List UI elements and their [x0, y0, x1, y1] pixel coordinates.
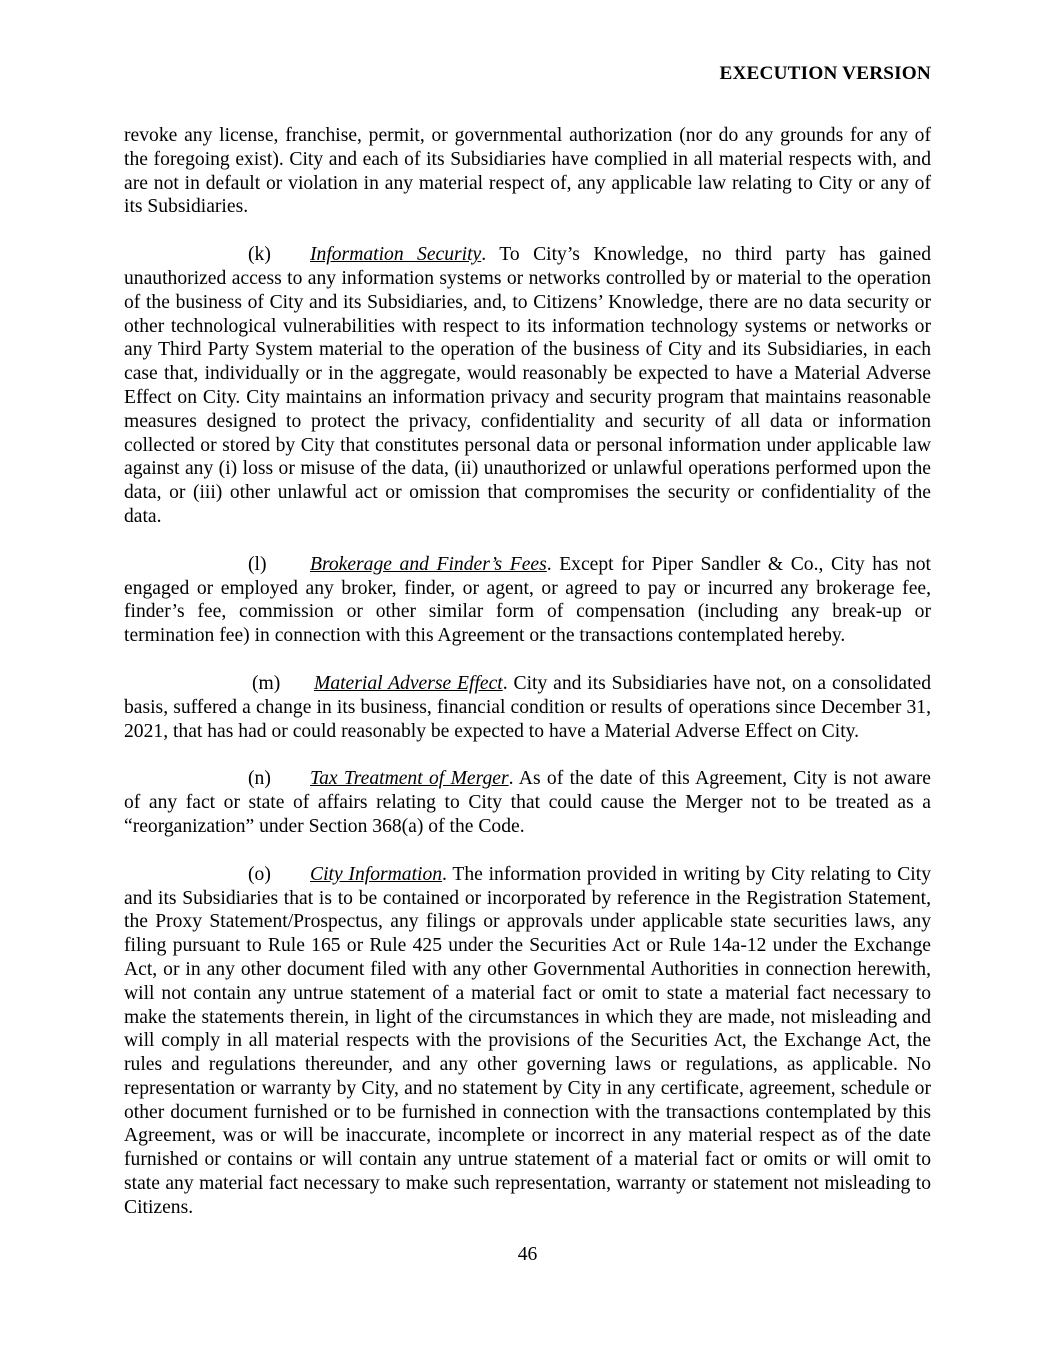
section-o-label: (o) [248, 863, 271, 885]
section-k-paragraph [124, 243, 931, 529]
section-m-paragraph [124, 672, 931, 743]
section-o-title: City Information [310, 863, 443, 885]
section-l-title: Brokerage and Finder’s Fees [310, 553, 547, 575]
document-body [124, 124, 931, 1220]
section-l-text: . Except for Piper Sandler & Co., City has not engaged or employed any broker, finder, or agent, or agreed to pay or incurred any brokerage fee, finder’s fee, commission or other similar form of compensation (including any break-up or termination fee) in connection with this Agreement or the transactions contemplated hereby. [124, 553, 931, 647]
section-m-title: Material Adverse Effect [314, 672, 503, 694]
page-number: 46 [517, 1244, 538, 1265]
execution-version-header: EXECUTION VERSION [719, 63, 931, 84]
section-l-paragraph [124, 553, 931, 648]
section-m-text: . City and its Subsidiaries have not, on a consolidated basis, suffered a change in its business, financial condition or results of operations since December 31, 2021, that has had or could reasonably be expected to have a Material Adverse Effect on City. [124, 672, 932, 742]
section-n-title: Tax Treatment of Merger [310, 768, 509, 790]
section-k-text: . To City’s Knowledge, no third party has gained unauthorized access to any information systems or networks controlled by or material to the operation of the business of City and its Subsidiaries, and, to Citizens’ Knowledge, there are no data security or other technological vulnerabilities with respect to its information technology systems or networks or any Third Party System material to the operation of the business of City and its Subsidiaries, in each case that, individually or in the aggregate, would reasonably be expected to have a Material Adverse Effect on City. City maintains an information privacy and security program that maintains reasonable measures designed to protect the privacy, confidentiality and security of all data or information collected or stored by City that constitutes personal data or personal information under applicable law against any (i) loss or misuse of the data, (ii) unauthorized or unlawful operations performed upon the data, or (iii) other unlawful act or omission that compromises the security or confidentiality of the data. [124, 244, 931, 527]
section-n-label: (n) [248, 768, 271, 790]
section-o-text: . The information provided in writing by City relating to City and its Subsidiaries that is to be contained or incorporated by reference in the Registration Statement, the Proxy Statement/Prospectus, any filings or approvals under applicable state securities laws, any filing pursuant to Rule 165 or Rule 425 under the Securities Act or Rule 14a-12 under the Exchange Act, or in any other document filed with any other Governmental Authorities in connection herewith, will not contain any untrue statement of a material fact or omit to state a material fact necessary to make the statements therein, in light of the circumstances in which they are made, not misleading and will comply in all material respects with the provisions of the Securities Act, the Exchange Act, the rules and regulations thereunder, and any other governing laws or regulations, as applicable. No representation or warranty by City, and no statement by City in any certificate, agreement, schedule or other document furnished or to be furnished in connection with the transactions contemplated by this Agreement, was or will be inaccurate, incomplete or incorrect in any material respect as of the date furnished or contains or will contain any untrue statement of a material fact or omits or will omit to state any material fact necessary to make such representation, warranty or statement not misleading to Citizens. [124, 863, 931, 1218]
section-o-paragraph [124, 863, 931, 1220]
section-k-label: (k) [248, 244, 271, 266]
section-l-label: (l) [248, 553, 267, 575]
section-k-title: Information Security [310, 244, 482, 266]
section-n-paragraph [124, 767, 931, 838]
section-m-label: (m) [252, 672, 281, 694]
intro-paragraph: revoke any license, franchise, permit, or governmental authorization (nor do any grounds for any of the foregoing exist). City and each of its Subsidiaries have complied in all material respects with, and are not in default or violation in any material respect of, any applicable law relating to City or any of its Subsidiaries. [124, 125, 931, 218]
section-n-text: . As of the date of this Agreement, City is not aware of any fact or state of affairs relating to City that could cause the Merger not to be treated as a “reorganization” under Section 368(a) of the Code. [124, 768, 931, 837]
